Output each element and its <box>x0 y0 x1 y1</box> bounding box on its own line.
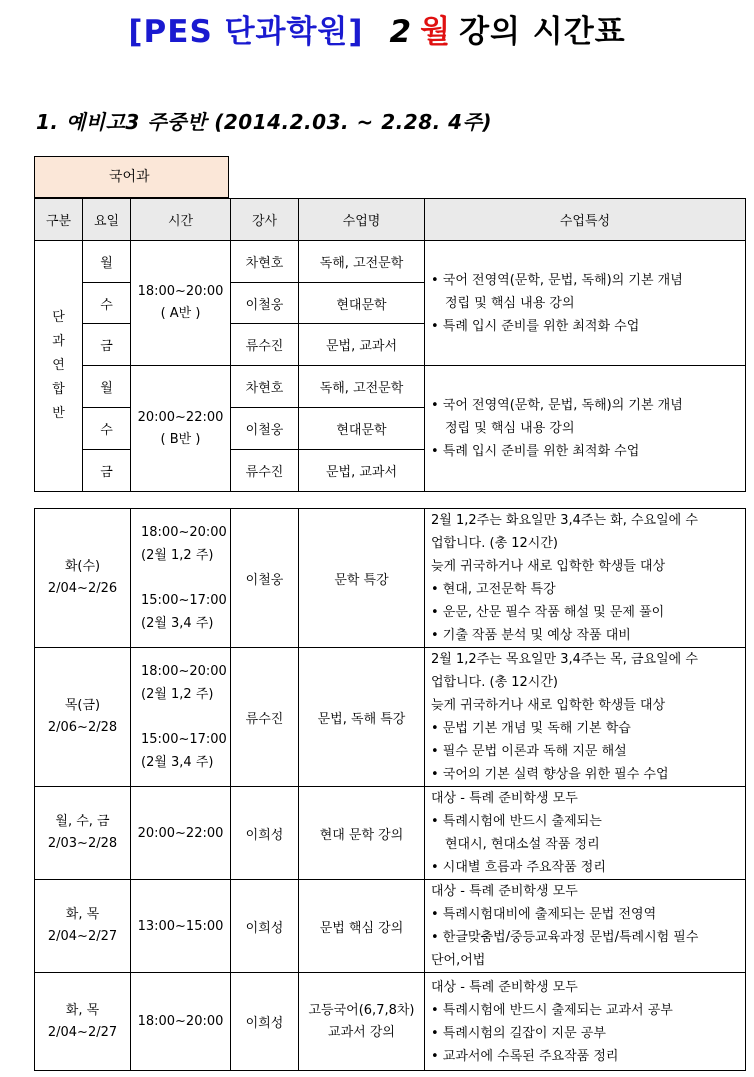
table-row <box>35 648 746 787</box>
course-cell: 문법 핵심 강의 <box>299 880 425 973</box>
day-cell: 월 <box>83 366 131 408</box>
brand-title: [PES 단과학원] <box>128 14 364 50</box>
features-cell: • 국어 전영역(문학, 문법, 독해)의 기본 개념 정립 및 핵심 내용 강의 • 특례 입시 준비를 위한 최적화 수업 <box>425 241 746 366</box>
header-features: 수업특성 <box>425 199 746 241</box>
day-cell: 목(금) 2/06~2/28 <box>35 648 131 787</box>
special-lecture-table <box>34 508 746 787</box>
course-cell: 문법, 교과서 <box>299 450 425 492</box>
features-cell: 대상 - 특례 준비학생 모두 • 특례시험에 반드시 출제되는 현대시, 현대소설 작품 정리 • 시대별 흐름과 주요작품 정리 <box>425 787 746 880</box>
course-cell: 문학 특강 <box>299 509 425 648</box>
header-category: 구분 <box>35 199 83 241</box>
section-subtitle: 1. 예비고3 주중반 (2014.2.03. ~ 2.28. 4주) <box>36 110 493 134</box>
teacher-cell: 이철웅 <box>231 283 299 324</box>
subject-tab: 국어과 <box>34 156 229 198</box>
features-cell: • 국어 전영역(문학, 문법, 독해)의 기본 개념 정립 및 핵심 내용 강의 • 특례 입시 준비를 위한 최적화 수업 <box>425 366 746 492</box>
table-header-row <box>35 199 746 241</box>
table-row <box>35 973 746 1071</box>
features-cell: 2월 1,2주는 목요일만 3,4주는 목, 금요일에 수 업합니다. (총 12시간) 늦게 귀국하거나 새로 입학한 학생들 대상 • 문법 기본 개념 및 독해 기본 학습 • 필수 문법 이론과 독해 지문 해설 • 국어의 기본 실력 향상을 위한 필수 수업 <box>425 648 746 787</box>
day-cell: 수 <box>83 283 131 324</box>
time-cell: 18:00~20:00 (2월 1,2 주) 15:00~17:00 (2월 3,4 주) <box>131 648 231 787</box>
teacher-cell: 이희성 <box>231 973 299 1071</box>
day-cell: 금 <box>83 324 131 366</box>
table-row <box>35 509 746 648</box>
lecture-table <box>34 786 746 1071</box>
course-cell: 독해, 고전문학 <box>299 241 425 283</box>
time-cell: 18:00~20:00 ( A반 ) <box>131 241 231 366</box>
time-cell: 20:00~22:00 <box>131 787 231 880</box>
day-cell: 월 <box>83 241 131 283</box>
title-rest: 강의 시간표 <box>459 14 626 50</box>
month-number: 2 <box>389 14 413 50</box>
day-cell: 화, 목 2/04~2/27 <box>35 973 131 1071</box>
page-title <box>0 6 754 51</box>
day-cell: 화(수) 2/04~2/26 <box>35 509 131 648</box>
teacher-cell: 이철웅 <box>231 509 299 648</box>
header-course: 수업명 <box>299 199 425 241</box>
table-row <box>35 880 746 973</box>
course-cell: 독해, 고전문학 <box>299 366 425 408</box>
teacher-cell: 이철웅 <box>231 408 299 450</box>
teacher-cell: 류수진 <box>231 450 299 492</box>
day-cell: 화, 목 2/04~2/27 <box>35 880 131 973</box>
features-cell: 2월 1,2주는 화요일만 3,4주는 화, 수요일에 수 업합니다. (총 12시간) 늦게 귀국하거나 새로 입학한 학생들 대상 • 현대, 고전문학 특강 • 운문, 산문 필수 작품 해설 및 문제 풀이 • 기출 작품 분석 및 예상 작품 대비 <box>425 509 746 648</box>
teacher-cell: 차현호 <box>231 241 299 283</box>
course-cell: 현대문학 <box>299 408 425 450</box>
main-schedule-table <box>34 198 746 492</box>
course-cell: 현대문학 <box>299 283 425 324</box>
time-cell: 18:00~20:00 <box>131 973 231 1071</box>
header-time: 시간 <box>131 199 231 241</box>
features-cell: 대상 - 특례 준비학생 모두 • 특례시험대비에 출제되는 문법 전영역 • 한글맞춤법/중등교육과정 문법/특례시험 필수 단어,어법 <box>425 880 746 973</box>
header-day: 요일 <box>83 199 131 241</box>
day-cell: 금 <box>83 450 131 492</box>
time-cell: 18:00~20:00 (2월 1,2 주) 15:00~17:00 (2월 3,4 주) <box>131 509 231 648</box>
group-label: 단 과 연 합 반 <box>35 241 83 492</box>
time-cell: 20:00~22:00 ( B반 ) <box>131 366 231 492</box>
table-row <box>35 366 746 408</box>
features-cell: 대상 - 특례 준비학생 모두 • 특례시험에 반드시 출제되는 교과서 공부 • 특례시험의 길잡이 지문 공부 • 교과서에 수록된 주요작품 정리 <box>425 973 746 1071</box>
header-teacher: 강사 <box>231 199 299 241</box>
teacher-cell: 류수진 <box>231 324 299 366</box>
day-cell: 월, 수, 금 2/03~2/28 <box>35 787 131 880</box>
table-row <box>35 241 746 283</box>
teacher-cell: 이희성 <box>231 787 299 880</box>
teacher-cell: 차현호 <box>231 366 299 408</box>
month-label: 월 <box>420 14 452 50</box>
course-cell: 고등국어(6,7,8차) 교과서 강의 <box>299 973 425 1071</box>
course-cell: 문법, 교과서 <box>299 324 425 366</box>
table-row <box>35 787 746 880</box>
course-cell: 현대 문학 강의 <box>299 787 425 880</box>
time-cell: 13:00~15:00 <box>131 880 231 973</box>
teacher-cell: 이희성 <box>231 880 299 973</box>
teacher-cell: 류수진 <box>231 648 299 787</box>
course-cell: 문법, 독해 특강 <box>299 648 425 787</box>
day-cell: 수 <box>83 408 131 450</box>
